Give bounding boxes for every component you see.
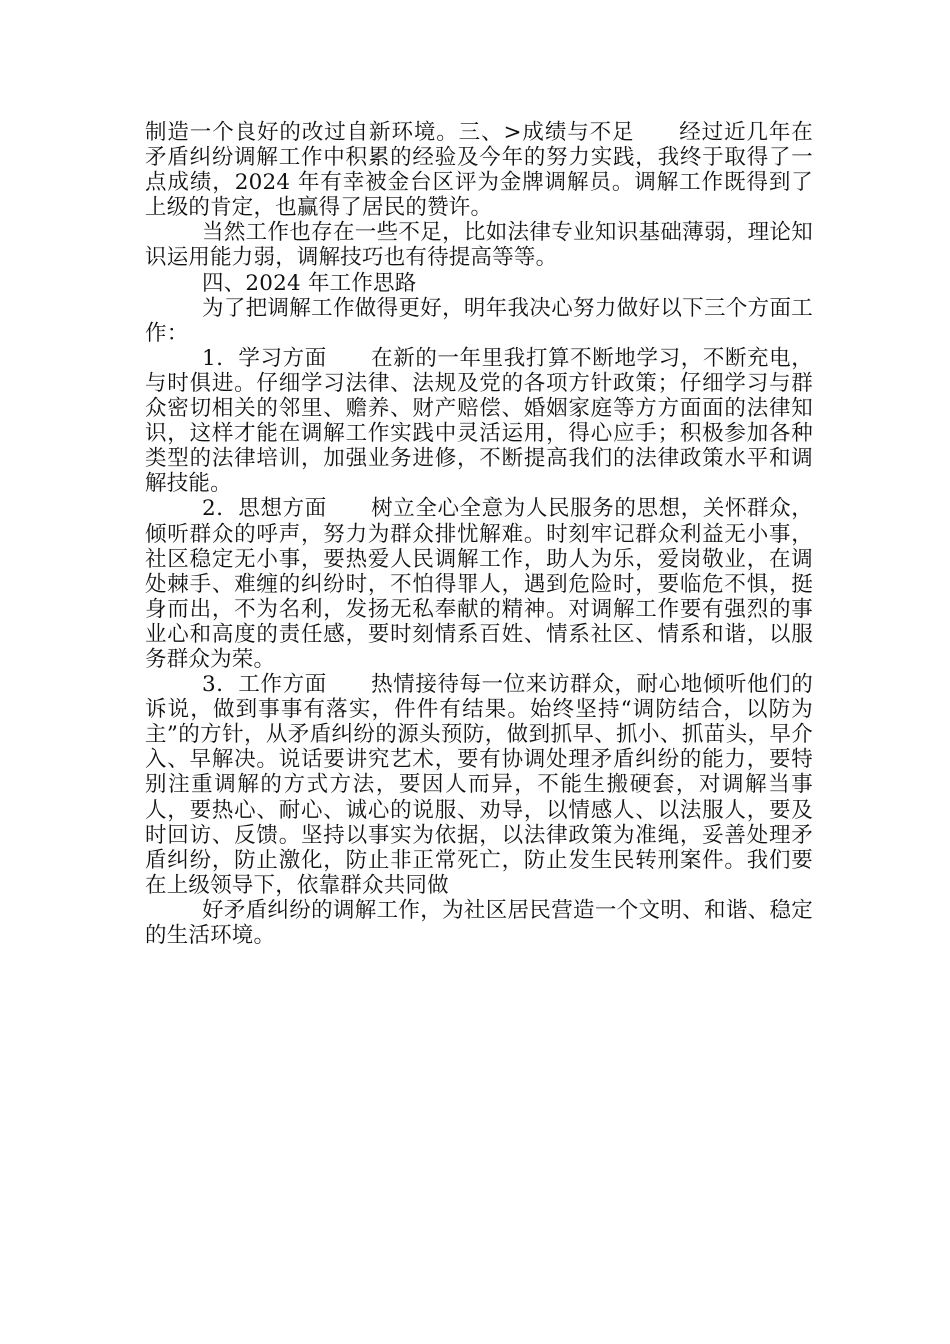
paragraph-closing: 好矛盾纠纷的调解工作，为社区居民营造一个文明、和谐、稳定的生活环境。 bbox=[145, 897, 813, 948]
paragraph-study-aspect: 1．学习方面 在新的一年里我打算不断地学习，不断充电，与时俱进。仔细学习法律、法规及党的各项方针政策；仔细学习与群众密切相关的邻里、赡养、财产赔偿、婚姻家庭等方方面面的法律知识，这样才能在调解工作实践中灵活运用，得心应手；积极参加各种类型的法律培训，加强业务进修，不断提高我们的法律政策水平和调解技能。 bbox=[145, 345, 813, 497]
document-body bbox=[145, 120, 813, 948]
paragraph-achievements: 制造一个良好的改过自新环境。三、>成绩与不足 经过近几年在矛盾纠纷调解工作中积累的经验及今年的努力实践，我终于取得了一点成绩，2024 年有幸被金台区评为金牌调解员。调解工作既得到了上级的肯定，也赢得了居民的赞许。 bbox=[145, 120, 813, 221]
section-heading-work-plan: 四、2024 年工作思路 bbox=[202, 270, 417, 296]
paragraph-shortcomings: 当然工作也存在一些不足，比如法律专业知识基础薄弱，理论知识运用能力弱，调解技巧也有待提高等等。 bbox=[145, 220, 813, 271]
paragraph-plan-intro: 为了把调解工作做得更好，明年我决心努力做好以下三个方面工作： bbox=[145, 295, 813, 346]
paragraph-thought-aspect: 2．思想方面 树立全心全意为人民服务的思想，关怀群众，倾听群众的呼声，努力为群众排忧解难。时刻牢记群众利益无小事，社区稳定无小事，要热爱人民调解工作，助人为乐，爱岗敬业，在调处棘手、难缠的纠纷时，不怕得罪人，遇到危险时，要临危不惧，挺身而出，不为名利，发扬无私奉献的精神。对调解工作要有强烈的事业心和高度的责任感，要时刻情系百姓、情系社区、情系和谐，以服务群众为荣。 bbox=[145, 496, 813, 672]
paragraph-work-aspect: 3．工作方面 热情接待每一位来访群众，耐心地倾听他们的诉说，做到事事有落实，件件有结果。始终坚持“调防结合，以防为主”的方针，从矛盾纠纷的源头预防，做到抓早、抓小、抓苗头，早介入、早解决。说话要讲究艺术，要有协调处理矛盾纠纷的能力，要特别注重调解的方式方法，要因人而异，不能生搬硬套，对调解当事人，要热心、耐心、诚心的说服、劝导，以情感人、以法服人，要及时回访、反馈。坚持以事实为依据，以法律政策为准绳，妥善处理矛盾纠纷，防止激化，防止非正常死亡，防止发生民转刑案件。我们要在上级领导下，依靠群众共同做 bbox=[145, 672, 813, 898]
